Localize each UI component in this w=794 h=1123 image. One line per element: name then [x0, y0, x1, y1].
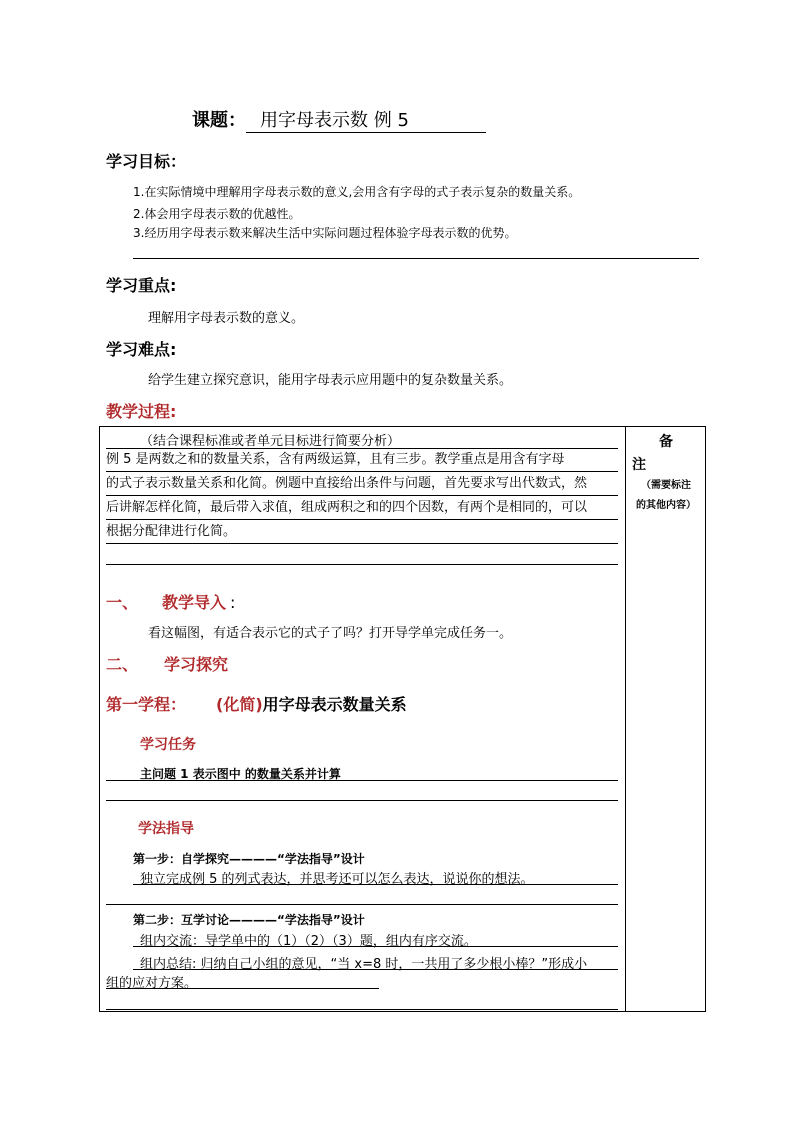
notes-subtitle-2: 的其他内容）	[636, 500, 696, 511]
rule	[106, 1009, 618, 1010]
step1-text: 独立完成例 5 的列式表达，并思考还可以怎么表达，说说你的想法。	[140, 872, 534, 887]
rule	[133, 884, 618, 885]
section2-title: 学习探究	[164, 655, 229, 674]
step2-text-1: 组内交流：导学单中的（1）（2）（3）题，组内有序交流。	[140, 934, 477, 949]
title-topic: 用字母表示数 例 5	[246, 106, 486, 133]
method-heading: 学法指导	[138, 821, 194, 837]
rule	[106, 780, 618, 781]
title-label: 课题：	[192, 110, 246, 131]
stage1-heading	[106, 692, 407, 715]
lesson-title	[192, 106, 486, 133]
section1-heading	[106, 590, 235, 613]
notes-subtitle-1: （需要标注	[641, 480, 691, 491]
step2-text-2: 组内总结: 归纳自己小组的意见，“当 x=8 时，一共用了多少根小棒？”形成小	[140, 957, 588, 972]
process-heading: 教学过程:	[106, 402, 177, 421]
step2-heading: 第二步：互学讨论————“学法指导”设计	[133, 913, 365, 927]
analysis-line: 根据分配律进行化简。	[106, 520, 618, 544]
notes-title-1: 备	[659, 434, 673, 450]
divider	[133, 258, 699, 259]
rule	[106, 988, 379, 989]
difficulty-heading: 学习难点:	[106, 340, 177, 359]
stage1-paren: (化简)	[216, 695, 263, 714]
analysis-paragraph	[106, 448, 618, 544]
section1-title: 教学导入	[162, 593, 227, 612]
objective-item: 3.经历用字母表示数来解决生活中实际问题过程体验字母表示数的优势。	[133, 226, 517, 240]
key-point-heading: 学习重点:	[106, 276, 177, 295]
rule	[133, 946, 618, 947]
rule	[133, 969, 618, 970]
section1-colon: :	[230, 593, 236, 612]
section1-text: 看这幅图，有适合表示它的式子了吗？打开导学单完成任务一。	[148, 626, 513, 641]
rule	[106, 564, 618, 565]
analysis-line: 后讲解怎样化简，最后带入求值，组成两积之和的四个因数，有两个是相同的，可以	[106, 496, 618, 520]
stage1-label: 第一学程：	[106, 695, 187, 714]
step1-heading: 第一步：自学探究————“学法指导”设计	[133, 852, 365, 866]
stage1-title: 用字母表示数量关系	[262, 695, 407, 714]
rule	[106, 904, 618, 905]
notes-title-2: 注	[632, 457, 646, 473]
analysis-line: 的式子表示数量关系和化简。例题中直接给出条件与问题，首先要求写出代数式，然	[106, 472, 618, 496]
analysis-line: 例 5 是两数之和的数量关系，含有两级运算，且有三步。教学重点是用含有字母	[106, 448, 618, 472]
objective-item: 2.体会用字母表示数的优越性。	[133, 207, 301, 221]
difficulty-text: 给学生建立探究意识，能用字母表示应用题中的复杂数量关系。	[148, 373, 513, 388]
task-heading: 学习任务	[140, 737, 196, 753]
key-point-text: 理解用字母表示数的意义。	[148, 311, 305, 326]
section2-heading	[106, 652, 228, 675]
table-column-divider	[625, 426, 626, 1012]
objective-item: 1.在实际情境中理解用字母表示数的意义,会用含有字母的式子表示复杂的数量关系。	[133, 185, 581, 199]
objectives-heading: 学习目标：	[106, 152, 187, 171]
section1-number: 一、	[106, 593, 139, 612]
section2-number: 二、	[106, 655, 139, 674]
rule	[106, 800, 618, 801]
task-item: 主问题 1 表示图中 的数量关系并计算	[140, 767, 341, 781]
analysis-header: （结合课程标准或者单元目标进行简要分析）	[140, 434, 401, 449]
step2-text-3: 组的应对方案。	[106, 976, 198, 991]
